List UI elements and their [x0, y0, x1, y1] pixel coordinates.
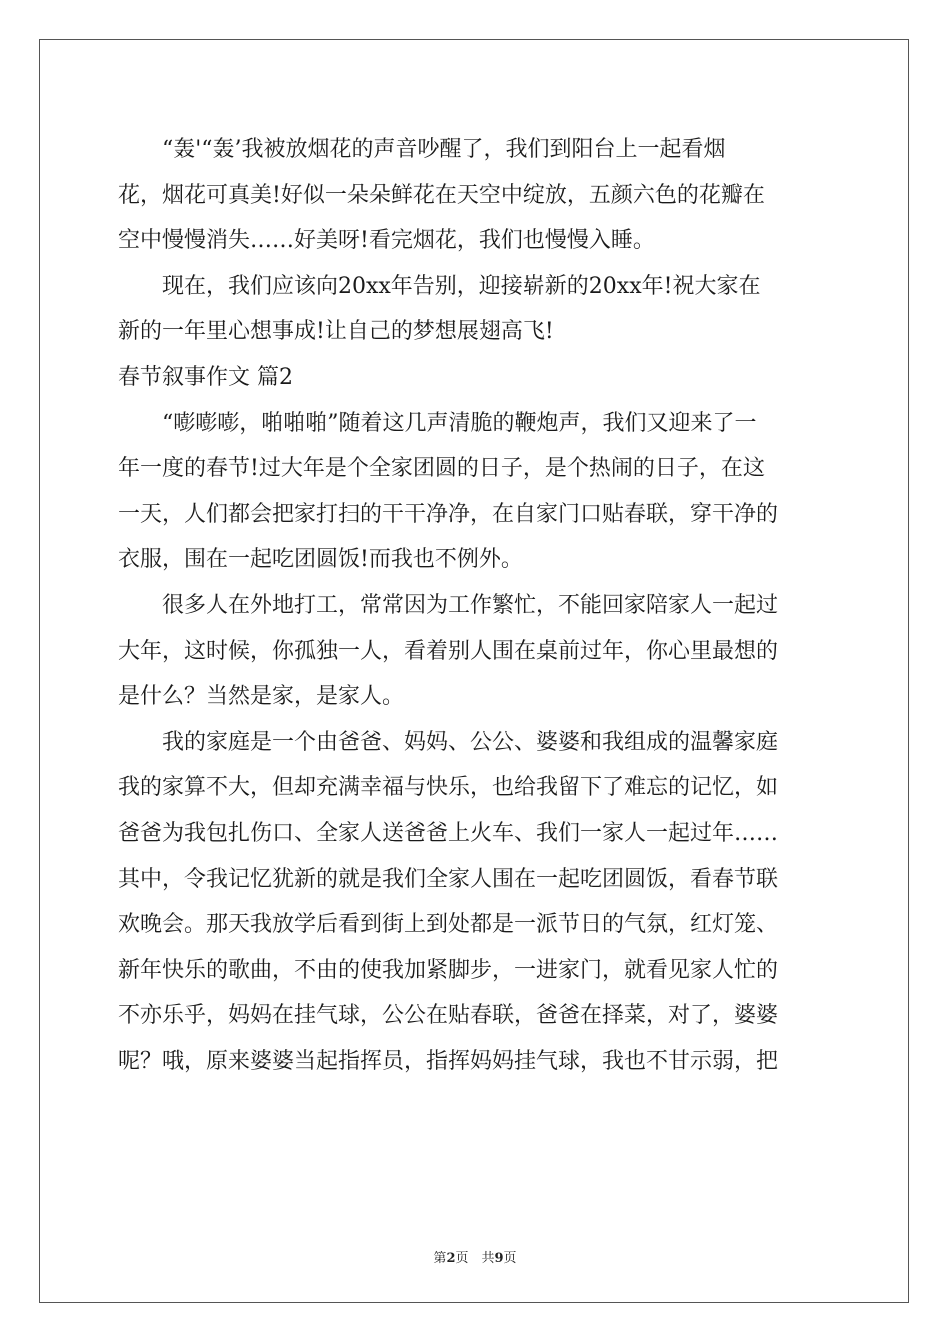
text-line: 我的家庭是一个由爸爸、妈妈、公公、婆婆和我组成的温馨家庭 [162, 729, 779, 755]
text-line: 很多人在外地打工，常常因为工作繁忙，不能回家陪家人一起过 [162, 592, 779, 618]
total-page-number: 9 [494, 1251, 504, 1266]
text-line: 呢？哦，原来婆婆当起指挥员，指挥妈妈挂气球，我也不甘示弱，把 [118, 1048, 779, 1074]
current-page-number: 2 [446, 1251, 456, 1266]
text-line: “轰'“轰’我被放烟花的声音吵醒了，我们到阳台上一起看烟 [162, 137, 726, 162]
text-line: 我的家算不大，但却充满幸福与快乐，也给我留下了难忘的记忆，如 [118, 775, 779, 801]
document-body [118, 127, 838, 1084]
text-line: 其中，令我记忆犹新的就是我们全家人围在一起吃团圆饭，看春节联 [118, 866, 779, 892]
paragraph-fireworks [118, 127, 838, 264]
text-line: 新的一年里心想事成!让自己的梦想展翅高飞! [118, 319, 554, 345]
text-line: 大年，这时候，你孤独一人，看着别人围在桌前过年，你心里最想的 [118, 638, 779, 664]
text-line: 新年快乐的歌曲，不由的使我加紧脚步，一进家门，就看见家人忙的 [118, 957, 779, 983]
text-line: 衣服，围在一起吃团圆饭!而我也不例外。 [118, 547, 523, 573]
text-line: 是什么？当然是家，是家人。 [118, 684, 405, 710]
paragraph-firecrackers [118, 401, 838, 583]
section-heading: 春节叙事作文 篇2 [118, 364, 293, 390]
text-line: 现在，我们应该向20xx年告别，迎接崭新的20xx年!祝大家在 [162, 273, 761, 299]
paragraph-family [118, 720, 838, 1085]
text-line: 欢晚会。那天我放学后看到街上到处都是一派节日的气氛，红灯笼、 [118, 912, 779, 938]
text-line: 爸爸为我包扎伤口、全家人送爸爸上火车、我们一家人一起过年…… [118, 820, 779, 846]
footer-prefix: 第 [433, 1251, 447, 1266]
text-line: “嘭嘭嘭，啪啪啪”随着这几声清脆的鞭炮声，我们又迎来了一 [162, 410, 757, 436]
footer-suffix: 页 [503, 1251, 517, 1266]
text-line: 年一度的春节!过大年是个全家团圆的日子，是个热闹的日子，在这 [118, 456, 765, 482]
text-line: 空中慢慢消失……好美呀!看完烟花，我们也慢慢入睡。 [118, 228, 655, 254]
paragraph-migrant-workers [118, 583, 838, 720]
paragraph-farewell [118, 264, 838, 355]
footer-mid: 页 共 [455, 1251, 495, 1266]
text-line: 不亦乐乎，妈妈在挂气球，公公在贴春联，爸爸在择菜，对了，婆婆 [118, 1003, 779, 1029]
text-line: 花，烟花可真美!好似一朵朵鲜花在天空中绽放，五颜六色的花瓣在 [118, 182, 765, 208]
page-footer [0, 1247, 950, 1266]
text-line: 一天，人们都会把家打扫的干干净净，在自家门口贴春联，穿干净的 [118, 501, 779, 527]
